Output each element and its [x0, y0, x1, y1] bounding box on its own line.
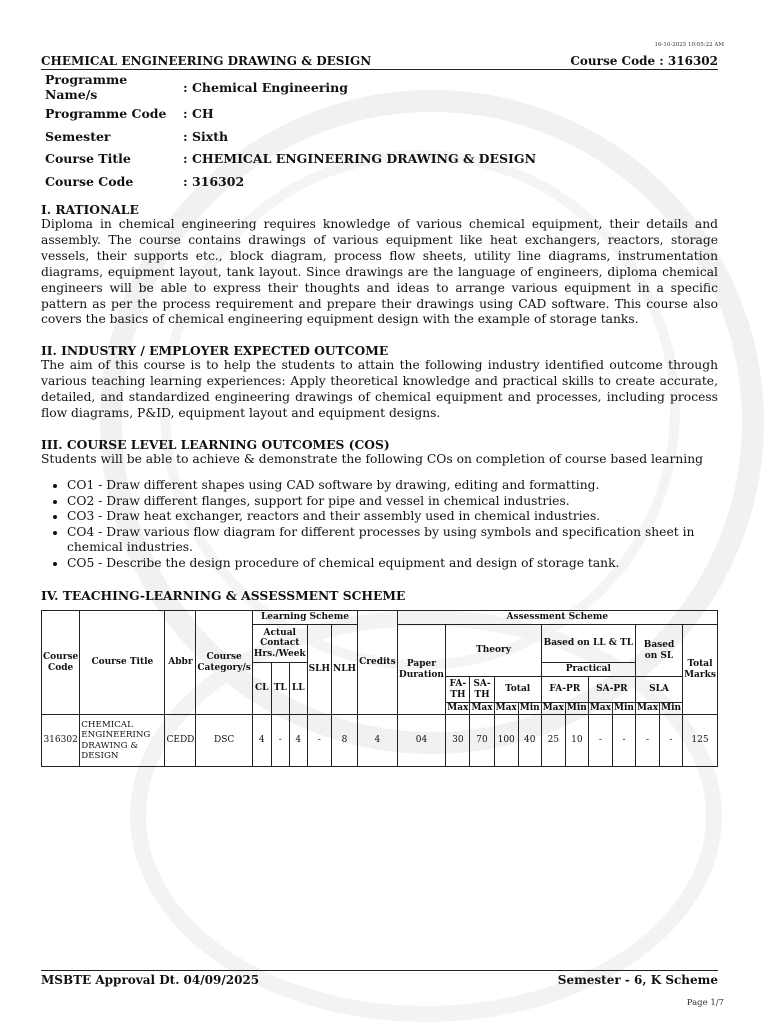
col-tl: TL [271, 663, 289, 715]
info-row [41, 147, 540, 170]
cell-slh: - [307, 715, 331, 767]
info-row [41, 170, 540, 193]
max-label: Max [636, 703, 659, 714]
header-course-title: CHEMICAL ENGINEERING DRAWING & DESIGN [41, 54, 372, 68]
list-item: • CO3 - Draw heat exchanger, reactors and their assembly used in chemical industries. [67, 509, 718, 525]
cell-ll: 4 [289, 715, 307, 767]
footer-semester: Semester - 6, K Scheme [557, 973, 718, 987]
col-abbr: Abbr [165, 611, 196, 715]
info-key: Course Title [45, 151, 131, 167]
footer-approval-date: MSBTE Approval Dt. 04/09/2025 [41, 973, 260, 987]
cell-total-max: 100 [494, 715, 518, 767]
scheme-heading: IV. TEACHING-LEARNING & ASSESSMENT SCHEME [41, 588, 406, 603]
col-sa-pr: SA-PR [588, 677, 635, 703]
running-header [41, 51, 718, 70]
cell-nlh: 8 [332, 715, 358, 767]
info-key: Programme Name/s [45, 72, 128, 102]
col-ll: LL [289, 663, 307, 715]
info-value: : Chemical Engineering [183, 79, 349, 95]
max-label: Max [471, 703, 493, 714]
col-total: Total [494, 677, 541, 703]
col-nlh: NLH [332, 625, 358, 715]
min-label: Min [661, 703, 682, 714]
info-row [41, 125, 540, 148]
info-key: Semester [45, 128, 111, 144]
assessment-scheme-header: Assessment Scheme [397, 611, 717, 625]
info-row [41, 102, 540, 125]
rationale-heading: I. RATIONALE [41, 202, 139, 217]
ll-tl-header: Based on LL & TL [541, 625, 635, 663]
cell-cl: 4 [252, 715, 271, 767]
cell-course-code: 316302 [42, 715, 80, 767]
info-value: : Sixth [183, 128, 229, 144]
max-label: Max [542, 703, 564, 714]
max-label: Max [495, 703, 517, 714]
col-course-title: Course Title [80, 611, 165, 715]
col-category: Course Category/s [196, 611, 253, 715]
col-credits: Credits [358, 611, 398, 715]
col-slh: SLH [307, 625, 331, 715]
running-footer [41, 970, 718, 987]
col-course-code: Course Code [42, 611, 80, 715]
industry-outcome-section [41, 343, 718, 422]
cell-sa-pr-min: - [613, 715, 636, 767]
teaching-assessment-scheme-table [41, 610, 718, 767]
col-paper-duration: Paper Duration [397, 625, 446, 715]
industry-outcome-heading: II. INDUSTRY / EMPLOYER EXPECTED OUTCOME [41, 343, 389, 358]
cell-credits: 4 [358, 715, 398, 767]
cell-fa-th-max: 30 [446, 715, 470, 767]
header-course-code: Course Code : 316302 [570, 54, 718, 68]
contact-hours-header: Actual Contact Hrs./Week [252, 625, 307, 663]
col-sla: SLA [635, 677, 682, 703]
rationale-text: Diploma in chemical engineering requires knowledge of various chemical equipment, their details and assembly. The course contains drawings of various equipment like heat exchangers, reactors, storage vessels, their supports etc., block diagram, process flow sheets, utility line diagrams, instrumentation diagrams, equipment layout, tank layout. Since drawings are the language of engineers, diploma chemical engineers will be able to express their thoughts and ideas to arrange various equipment in a specific pattern as per the process requirement and prepare their drawings using CAD software. This course also covers the basics of chemical engineering equipment design with the example of storage tanks. [41, 217, 718, 327]
learning-scheme-header: Learning Scheme [252, 611, 357, 625]
max-label: Max [447, 703, 469, 714]
min-label: Min [614, 703, 634, 714]
cell-total-marks: 125 [683, 715, 718, 767]
sl-header: Based on SL [635, 625, 682, 677]
cell-category: DSC [196, 715, 253, 767]
info-value: : CH [183, 105, 214, 121]
info-value: : CHEMICAL ENGINEERING DRAWING & DESIGN [183, 151, 536, 167]
course-outcomes-section [41, 437, 718, 571]
cell-sla-min: - [660, 715, 683, 767]
info-key: Course Code [45, 173, 134, 189]
print-timestamp: 16-10-2025 10:05:22 AM [654, 42, 724, 48]
list-item: • CO2 - Draw different flanges, support for pipe and vessel in chemical industries. [67, 494, 718, 510]
cell-sa-pr-max: - [588, 715, 612, 767]
max-label: Max [589, 703, 611, 714]
cell-fa-pr-max: 25 [541, 715, 565, 767]
cell-course-title: CHEMICAL ENGINEERING DRAWING & DESIGN [80, 715, 165, 767]
course-info-table [41, 72, 540, 193]
course-outcomes-list [41, 478, 718, 572]
course-outcomes-heading: III. COURSE LEVEL LEARNING OUTCOMES (COS) [41, 437, 390, 452]
info-value: : 316302 [183, 173, 245, 189]
cell-sla-max: - [635, 715, 659, 767]
scheme-section [41, 588, 718, 603]
col-sa-th: SA-TH [470, 677, 494, 703]
cell-total-min: 40 [518, 715, 541, 767]
cell-tl: - [271, 715, 289, 767]
cell-paper-duration: 04 [397, 715, 446, 767]
cell-fa-pr-min: 10 [565, 715, 588, 767]
rationale-section [41, 202, 718, 328]
table-row [42, 715, 718, 767]
col-fa-pr: FA-PR [541, 677, 588, 703]
page-number: Page 1/7 [686, 998, 724, 1008]
col-fa-th: FA-TH [446, 677, 470, 703]
cell-sa-th-max: 70 [470, 715, 494, 767]
col-total-marks: Total Marks [683, 625, 718, 715]
min-label: Min [519, 703, 540, 714]
theory-header: Theory [446, 625, 541, 677]
list-item: • CO5 - Describe the design procedure of chemical equipment and design of storage tank. [67, 556, 718, 572]
list-item: • CO4 - Draw various flow diagram for different processes by using symbols and specification sheet in chemical industries. [67, 525, 718, 556]
info-row [41, 72, 540, 102]
list-item: • CO1 - Draw different shapes using CAD software by drawing, editing and formatting. [67, 478, 718, 494]
min-label: Min [566, 703, 587, 714]
course-outcomes-intro: Students will be able to achieve & demonstrate the following COs on completion of course based learning [41, 452, 704, 466]
cell-abbr: CEDD [165, 715, 196, 767]
info-key: Programme Code [45, 105, 167, 121]
practical-header: Practical [541, 663, 635, 677]
industry-outcome-text: The aim of this course is to help the students to attain the following industry identified outcome through various teaching learning experiences: Apply theoretical knowledge and practical skills to create accurate, detailed, and standardized engineering drawings of chemical equipment and processes, including process flow diagrams, P&ID, equipment layout and equipment designs. [41, 358, 718, 420]
col-cl: CL [252, 663, 271, 715]
